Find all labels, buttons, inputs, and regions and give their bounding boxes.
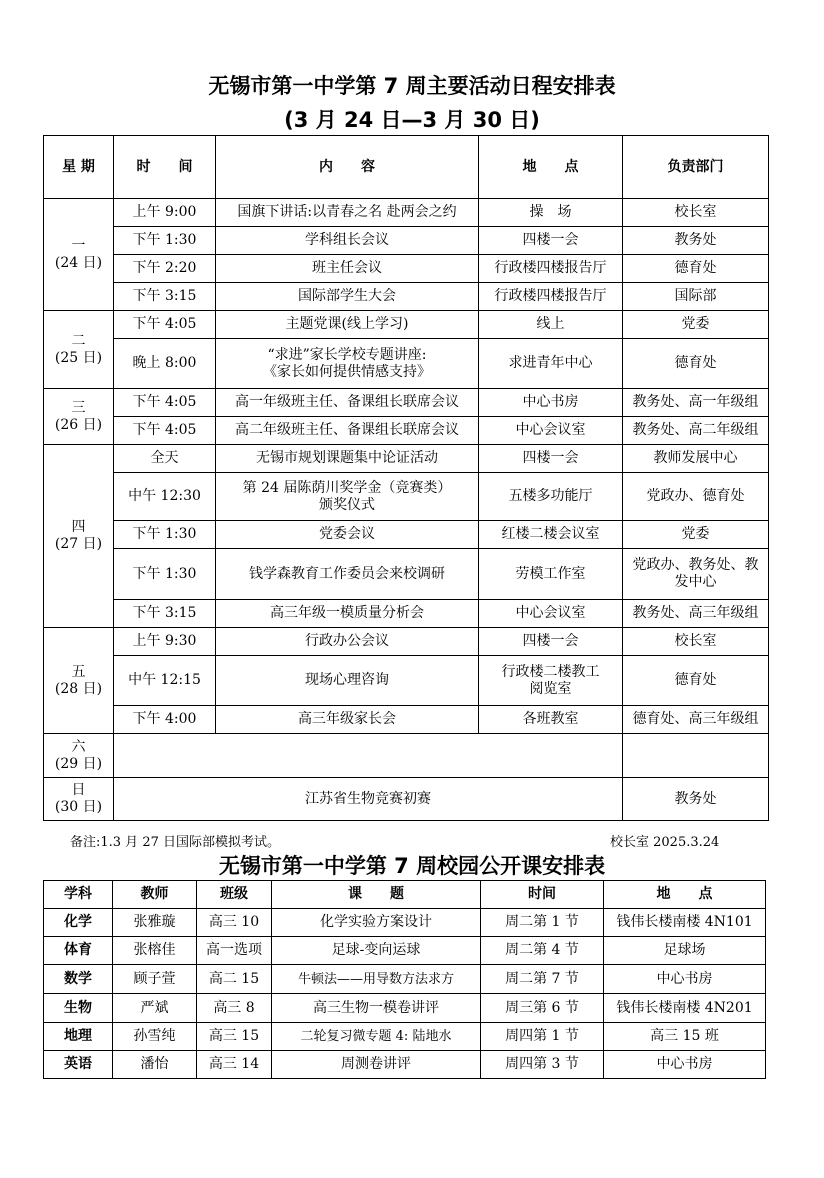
day-name: 一	[71, 237, 86, 254]
content-cell: 班主任会议	[216, 255, 479, 283]
time-cell: 下午 1:30	[114, 227, 216, 255]
table-row	[44, 656, 769, 706]
place-cell	[479, 656, 623, 706]
location-cell: 中心书房	[604, 1051, 766, 1079]
table-row	[44, 778, 769, 821]
dept-cell: 校长室	[623, 628, 769, 656]
table-row	[44, 227, 769, 255]
location-cell: 中心书房	[604, 965, 766, 994]
header-time: 时间	[481, 881, 604, 909]
place-cell: 四楼一会	[479, 628, 623, 656]
time-cell: 下午 3:15	[114, 283, 216, 311]
content-cell: 高一年级班主任、备课组长联席会议	[216, 389, 479, 417]
location-cell: 高三 15 班	[604, 1023, 766, 1051]
day-name: 日	[71, 782, 86, 798]
header-dept: 负责部门	[623, 136, 769, 199]
class-cell: 高三 14	[197, 1051, 272, 1079]
schedule-table	[43, 135, 769, 821]
day-cell-saturday	[44, 734, 114, 778]
content-cell: 主题党课(线上学习)	[216, 311, 479, 339]
day-cell-wednesday	[44, 389, 114, 445]
table-row	[44, 600, 769, 628]
teacher-cell: 张雅璇	[113, 909, 197, 937]
dept-cell: 教师发展中心	[623, 445, 769, 473]
day-date: (27 日)	[54, 536, 103, 552]
header-class: 班级	[197, 881, 272, 909]
content-cell	[216, 339, 479, 389]
table-row	[44, 628, 769, 656]
place-cell: 四楼一会	[479, 445, 623, 473]
day-cell-tuesday	[44, 311, 114, 389]
time-cell: 晚上 8:00	[114, 339, 216, 389]
content-cell: 国旗下讲话:以青春之名 赴两会之约	[216, 199, 479, 227]
dept-cell: 教务处	[623, 227, 769, 255]
place-cell: 行政楼四楼报告厅	[479, 283, 623, 311]
time-cell: 周二第 7 节	[481, 965, 604, 994]
class-cell: 高一选项	[197, 937, 272, 965]
topic-cell: 高三生物一模卷讲评	[272, 994, 481, 1023]
header-place: 地 点	[479, 136, 623, 199]
class-cell: 高三 15	[197, 1023, 272, 1051]
place-cell: 四楼一会	[479, 227, 623, 255]
place-cell: 五楼多功能厅	[479, 473, 623, 521]
topic-cell: 周测卷讲评	[272, 1051, 481, 1079]
location-cell: 钱伟长楼南楼 4N201	[604, 994, 766, 1023]
dept-cell: 德育处	[623, 255, 769, 283]
page-title: 无锡市第一中学第 7 周主要活动日程安排表	[208, 74, 616, 98]
table-row	[44, 311, 769, 339]
dept-cell	[623, 549, 769, 600]
content-cell: 高三年级一模质量分析会	[216, 600, 479, 628]
table-row	[44, 473, 769, 521]
subject-cell: 数学	[44, 965, 113, 994]
dept-cell: 教务处、高三年级组	[623, 600, 769, 628]
dept-cell: 校长室	[623, 199, 769, 227]
topic-cell: 足球-变向运球	[272, 937, 481, 965]
dept-cell: 德育处	[623, 339, 769, 389]
subject-cell: 化学	[44, 909, 113, 937]
teacher-cell: 孙雪纯	[113, 1023, 197, 1051]
time-cell: 下午 3:15	[114, 600, 216, 628]
day-date: (25 日)	[54, 349, 103, 366]
content-cell: 无锡市规划课题集中论证活动	[216, 445, 479, 473]
content-cell: 现场心理咨询	[216, 656, 479, 706]
day-name: 六	[71, 738, 86, 755]
dept-cell: 党政办、德育处	[623, 473, 769, 521]
header-location: 地 点	[604, 881, 766, 909]
dept-line: 党政办、教务处、教	[632, 557, 759, 573]
dept-cell: 教务处	[623, 778, 769, 821]
table-row	[44, 283, 769, 311]
time-cell: 全天	[114, 445, 216, 473]
dept-cell: 教务处、高二年级组	[623, 417, 769, 445]
place-cell: 中心书房	[479, 389, 623, 417]
table-row	[44, 389, 769, 417]
time-cell: 下午 1:30	[114, 549, 216, 600]
place-cell: 中心会议室	[479, 417, 623, 445]
empty-cell	[623, 734, 769, 778]
content-line: “求进”家长学校专题讲座:	[267, 346, 427, 363]
time-cell: 中午 12:15	[114, 656, 216, 706]
time-cell: 周四第 3 节	[481, 1051, 604, 1079]
time-cell: 下午 4:05	[114, 389, 216, 417]
header-time: 时 间	[114, 136, 216, 199]
dept-cell: 德育处、高三年级组	[623, 706, 769, 734]
time-cell: 周二第 4 节	[481, 937, 604, 965]
place-cell: 劳模工作室	[479, 549, 623, 600]
content-cell: 国际部学生大会	[216, 283, 479, 311]
time-cell: 下午 4:05	[114, 417, 216, 445]
table-row	[44, 339, 769, 389]
table-row	[44, 965, 766, 994]
table-row	[44, 521, 769, 549]
content-cell: 行政办公会议	[216, 628, 479, 656]
day-date: (29 日)	[54, 755, 103, 772]
class-cell: 高二 15	[197, 965, 272, 994]
time-cell: 中午 12:30	[114, 473, 216, 521]
day-name: 四	[71, 519, 86, 535]
table-row	[44, 255, 769, 283]
table-row	[44, 1023, 766, 1051]
day-cell-thursday	[44, 445, 114, 628]
place-cell: 求进青年中心	[479, 339, 623, 389]
time-cell: 周四第 1 节	[481, 1023, 604, 1051]
class-cell: 高三 8	[197, 994, 272, 1023]
table-row	[44, 994, 766, 1023]
dept-cell: 德育处	[623, 656, 769, 706]
courses-title: 无锡市第一中学第 7 周校园公开课安排表	[218, 854, 606, 878]
place-cell: 线上	[479, 311, 623, 339]
footnote: 备注:1.3 月 27 日国际部模拟考试。	[70, 835, 280, 850]
class-cell: 高三 10	[197, 909, 272, 937]
time-cell: 上午 9:30	[114, 628, 216, 656]
location-cell: 足球场	[604, 937, 766, 965]
time-cell: 周三第 6 节	[481, 994, 604, 1023]
time-cell: 上午 9:00	[114, 199, 216, 227]
time-cell: 下午 4:05	[114, 311, 216, 339]
table-row	[44, 549, 769, 600]
subject-cell: 地理	[44, 1023, 113, 1051]
time-cell: 下午 2:20	[114, 255, 216, 283]
content-line: 颁奖仪式	[319, 496, 375, 513]
content-cell: 高三年级家长会	[216, 706, 479, 734]
content-line: 《家长如何提供情感支持》	[263, 363, 431, 380]
header-subject: 学科	[44, 881, 113, 909]
content-line: 第 24 届陈荫川奖学金（竞赛类）	[242, 479, 452, 496]
place-cell: 操 场	[479, 199, 623, 227]
day-date: (30 日)	[54, 799, 103, 815]
header-content: 内 容	[216, 136, 479, 199]
day-date: (26 日)	[54, 416, 103, 433]
content-cell: 钱学森教育工作委员会来校调研	[216, 549, 479, 600]
place-line: 行政楼二楼教工	[501, 663, 600, 680]
content-cell	[216, 473, 479, 521]
empty-cell	[114, 734, 623, 778]
day-cell-sunday	[44, 778, 114, 821]
time-cell: 下午 1:30	[114, 521, 216, 549]
courses-header-row	[44, 881, 766, 909]
teacher-cell: 顾子萱	[113, 965, 197, 994]
topic-cell: 二轮复习微专题 4: 陆地水	[272, 1023, 481, 1051]
place-cell: 中心会议室	[479, 600, 623, 628]
courses-table	[43, 880, 766, 1079]
place-cell: 红楼二楼会议室	[479, 521, 623, 549]
place-line: 阅览室	[529, 680, 572, 697]
table-row	[44, 706, 769, 734]
table-row	[44, 734, 769, 778]
dept-cell: 国际部	[623, 283, 769, 311]
topic-cell: 化学实验方案设计	[272, 909, 481, 937]
subject-cell: 体育	[44, 937, 113, 965]
day-date: (28 日)	[54, 680, 103, 697]
day-cell-friday	[44, 628, 114, 734]
content-cell: 学科组长会议	[216, 227, 479, 255]
day-date: (24 日)	[54, 254, 103, 271]
time-cell: 周二第 1 节	[481, 909, 604, 937]
table-row	[44, 1051, 766, 1079]
teacher-cell: 张榕佳	[113, 937, 197, 965]
dept-line: 发中心	[674, 574, 717, 590]
subject-cell: 生物	[44, 994, 113, 1023]
schedule-header-row	[44, 136, 769, 199]
dept-cell: 党委	[623, 311, 769, 339]
day-cell-monday	[44, 199, 114, 311]
dept-cell: 党委	[623, 521, 769, 549]
table-row	[44, 909, 766, 937]
signature-date: 校长室 2025.3.24	[610, 835, 720, 850]
place-cell: 各班教室	[479, 706, 623, 734]
teacher-cell: 潘怡	[113, 1051, 197, 1079]
header-topic: 课 题	[272, 881, 481, 909]
content-cell: 党委会议	[216, 521, 479, 549]
dept-cell: 教务处、高一年级组	[623, 389, 769, 417]
place-cell: 行政楼四楼报告厅	[479, 255, 623, 283]
day-name: 三	[71, 399, 86, 416]
content-cell: 江苏省生物竞赛初赛	[114, 778, 623, 821]
day-name: 二	[71, 332, 86, 349]
location-cell: 钱伟长楼南楼 4N101	[604, 909, 766, 937]
table-row	[44, 937, 766, 965]
header-teacher: 教师	[113, 881, 197, 909]
table-row	[44, 417, 769, 445]
content-cell: 高二年级班主任、备课组长联席会议	[216, 417, 479, 445]
time-cell: 下午 4:00	[114, 706, 216, 734]
day-name: 五	[71, 663, 86, 680]
table-row	[44, 445, 769, 473]
topic-cell: 牛顿法——用导数方法求方	[272, 965, 481, 994]
page-subtitle: (3 月 24 日—3 月 30 日)	[284, 108, 540, 132]
header-weekday: 星 期	[44, 136, 114, 199]
subject-cell: 英语	[44, 1051, 113, 1079]
table-row	[44, 199, 769, 227]
teacher-cell: 严斌	[113, 994, 197, 1023]
